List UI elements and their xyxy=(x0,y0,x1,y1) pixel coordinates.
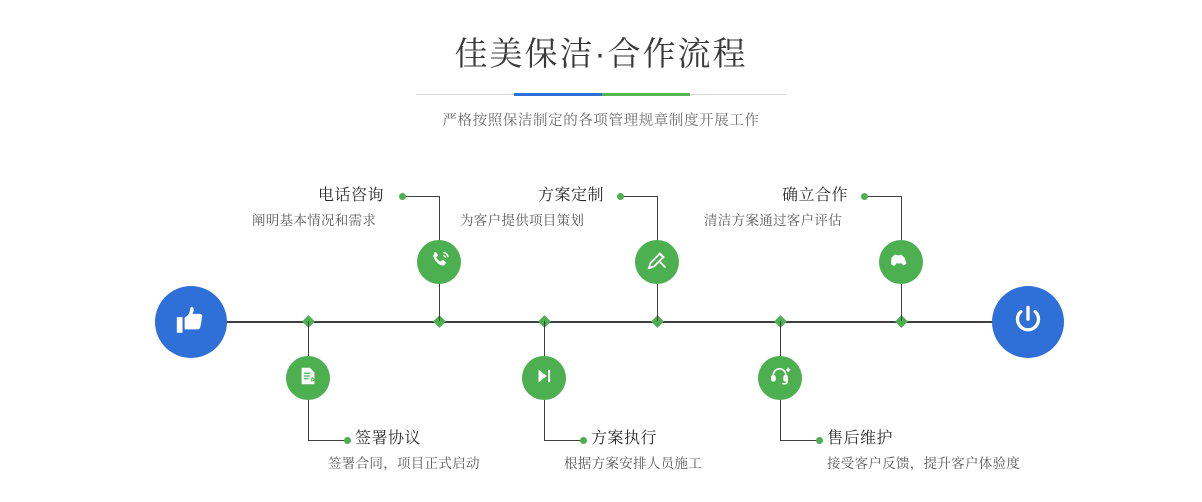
step-label-1: 电话咨询 阐明基本情况和需求 xyxy=(252,187,385,228)
page-title: 佳美保洁·合作流程 xyxy=(454,35,748,72)
step-connector-3-vertical-lower xyxy=(657,284,658,321)
handshake-icon xyxy=(889,248,913,277)
document-edit-icon xyxy=(297,365,319,392)
step-connector-2-vertical xyxy=(308,400,309,440)
step-endpoint-dot-5 xyxy=(861,193,868,200)
step-endpoint-dot-2 xyxy=(344,437,351,444)
step-connector-6-vertical xyxy=(780,400,781,440)
step-connector-3-vertical xyxy=(657,196,658,240)
step-connector-4-vertical-upper xyxy=(544,321,545,356)
step-icon-3 xyxy=(635,240,679,284)
step-label-2: 签署协议 签署合同，项目正式启动 xyxy=(328,430,480,471)
step-connector-6-horizontal xyxy=(780,440,818,441)
step-connector-2-horizontal xyxy=(308,440,346,441)
step-icon-1 xyxy=(417,240,461,284)
step-icon-5 xyxy=(879,240,923,284)
step-label-3: 方案定制 为客户提供项目策划 xyxy=(460,187,605,228)
thumbs-up-icon xyxy=(174,303,208,342)
phone-ring-icon xyxy=(427,248,451,277)
step-connector-4-vertical xyxy=(544,400,545,440)
step-label-6: 售后维护 接受客户反馈，提升客户体验度 xyxy=(827,430,1021,471)
timeline-start-badge xyxy=(155,286,227,358)
play-forward-icon xyxy=(533,365,555,392)
step-icon-2 xyxy=(286,356,330,400)
headset-support-icon xyxy=(769,364,792,392)
step-icon-4 xyxy=(522,356,566,400)
power-icon xyxy=(1010,302,1046,343)
step-connector-1-vertical-lower xyxy=(439,284,440,321)
step-endpoint-dot-6 xyxy=(816,437,823,444)
timeline-end-badge xyxy=(992,286,1064,358)
step-label-4: 方案执行 根据方案安排人员施工 xyxy=(564,430,702,471)
pen-ruler-icon xyxy=(645,248,669,277)
step-connector-1-horizontal xyxy=(403,196,439,197)
step-connector-5-horizontal xyxy=(865,196,901,197)
step-connector-3-horizontal xyxy=(621,196,657,197)
step-endpoint-dot-4 xyxy=(580,437,587,444)
step-connector-5-vertical-lower xyxy=(901,284,902,321)
page-subtitle: 严格按照保洁制定的各项管理规章制度开展工作 xyxy=(442,112,760,129)
step-connector-2-vertical-upper xyxy=(308,321,309,356)
step-connector-4-horizontal xyxy=(544,440,582,441)
step-endpoint-dot-3 xyxy=(617,193,624,200)
step-icon-6 xyxy=(758,356,802,400)
step-connector-6-vertical-upper xyxy=(780,321,781,356)
step-connector-1-vertical xyxy=(439,196,440,240)
step-label-5: 确立合作 清洁方案通过客户评估 xyxy=(704,187,849,228)
step-connector-5-vertical xyxy=(901,196,902,240)
